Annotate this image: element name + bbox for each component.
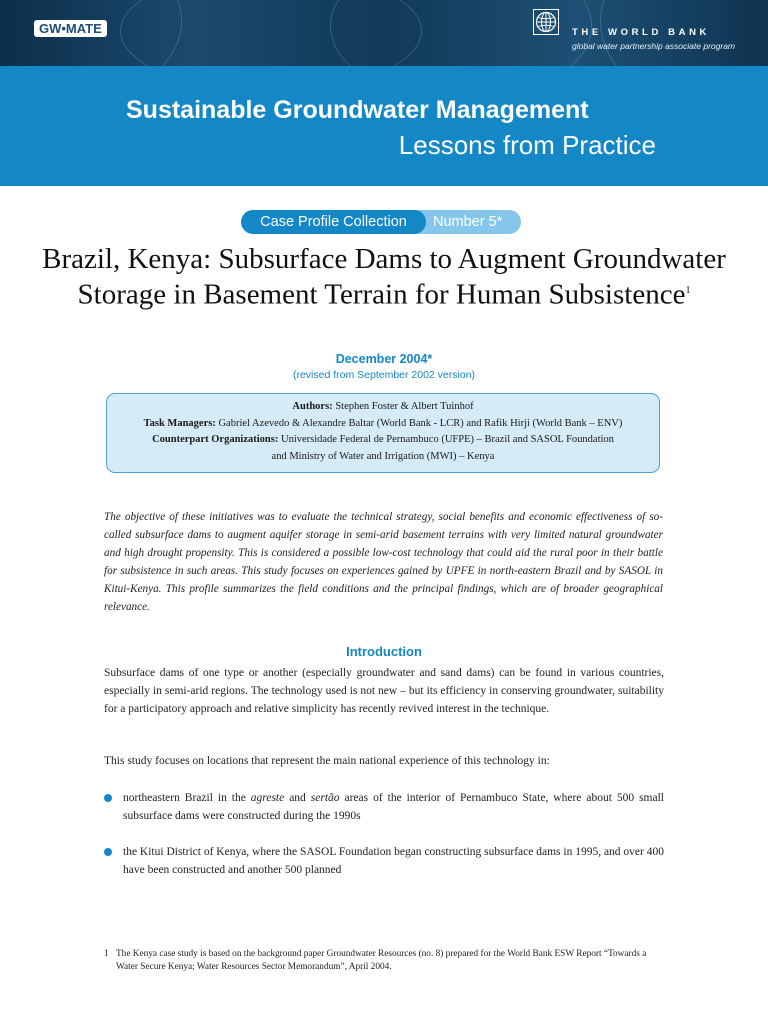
case-profile-pill [241, 210, 521, 234]
bullet-dot-icon [104, 848, 112, 856]
gwmate-logo[interactable]: GW•MATE [34, 20, 107, 37]
worldbank-name: THE WORLD BANK [572, 27, 711, 38]
title-text: Brazil, Kenya: Subsurface Dams to Augment Groundwater Storage in Basement Terrain for Human Subsistence [42, 243, 726, 311]
term-sertao: sertão [310, 792, 340, 804]
banner-subtitle: Lessons from Practice [398, 130, 656, 160]
banner-title: Sustainable Groundwater Management [126, 96, 589, 124]
footnote-text: The Kenya case study is based on the background paper Groundwater Resources (no. 8) prepared for the World Bank ESW Report “Towards a Water Secure Kenya; Water Resources Sector Memorandum”, April 2004. [116, 949, 647, 972]
abstract: The objective of these initiatives was to evaluate the technical strategy, social benefits and economic effectiveness of so-called subsurface dams to augment aquifer storage in semi-arid basement terrains with very limited natural groundwater and high drought propensity. This is considered a possible low-cost technology that could aid the rural poor in their battle for subsistence in such areas. This study focuses on experiences gained by UPFE in north-eastern Brazil and by SASOL in Kitui-Kenya. This profile summarizes the field conditions and the principal findings, which are of broader geographical relevance. [104, 511, 663, 613]
header-strip [0, 0, 768, 66]
authors-line [107, 399, 659, 416]
list-item [104, 789, 664, 825]
counterpart-label: Counterpart Organizations: [152, 434, 279, 445]
counterpart-line [107, 432, 659, 449]
bullet-text: the Kitui District of Kenya, where the SASOL Foundation began constructing subsurface dams in 1995, and over 400 have been constructed and another 500 planned [123, 846, 664, 876]
document-date: December 2004* [335, 352, 433, 366]
task-managers-line [107, 416, 659, 433]
document-title [40, 244, 728, 311]
authors-box [106, 393, 660, 473]
task-managers-label: Task Managers: [143, 417, 216, 429]
bullet-text: northeastern Brazil in the agreste and sertão areas of the interior of Pernambuco State, where about 500 small subsurface dams were constructed during the 1990s [123, 792, 664, 822]
footnote-number: 1 [104, 949, 109, 959]
collection-number: Number 5* [433, 214, 503, 230]
bullet-dot-icon [104, 794, 112, 802]
introduction-heading: Introduction [346, 644, 422, 659]
intro-paragraph-1: Subsurface dams of one type or another (especially groundwater and sand dams) can be found in various countries, especially in semi-arid regions. The technology used is not new – but its efficiency in conserving groundwater, suitability for a participatory approach and relative simplicity has recently revived interest in the technique. [104, 667, 664, 715]
intro-paragraph-2: This study focuses on locations that represent the main national experience of this technology in: [104, 755, 550, 767]
authors-label: Authors: [292, 401, 333, 412]
counterpart-line-2: and Ministry of Water and Irrigation (MWI) – Kenya [271, 450, 495, 462]
term-agreste: agreste [250, 792, 285, 804]
collection-label: Case Profile Collection [241, 210, 426, 234]
series-banner [0, 66, 768, 186]
authors-value: Stephen Foster & Albert Tuinhof [335, 401, 474, 412]
counterpart-value: Universidade Federal de Pernambuco (UFPE) – Brazil and SASOL Foundation [280, 434, 614, 445]
footnote-ref[interactable]: 1 [685, 285, 691, 296]
worldbank-program: global water partnership associate program [572, 41, 736, 51]
list-item [104, 843, 664, 879]
globe-icon[interactable] [533, 9, 559, 35]
revision-note: (revised from September 2002 version) [292, 369, 476, 381]
task-managers-value: Gabriel Azevedo & Alexandre Baltar (World Bank - LCR) and Rafik Hirji (World Bank – ENV) [218, 417, 623, 429]
